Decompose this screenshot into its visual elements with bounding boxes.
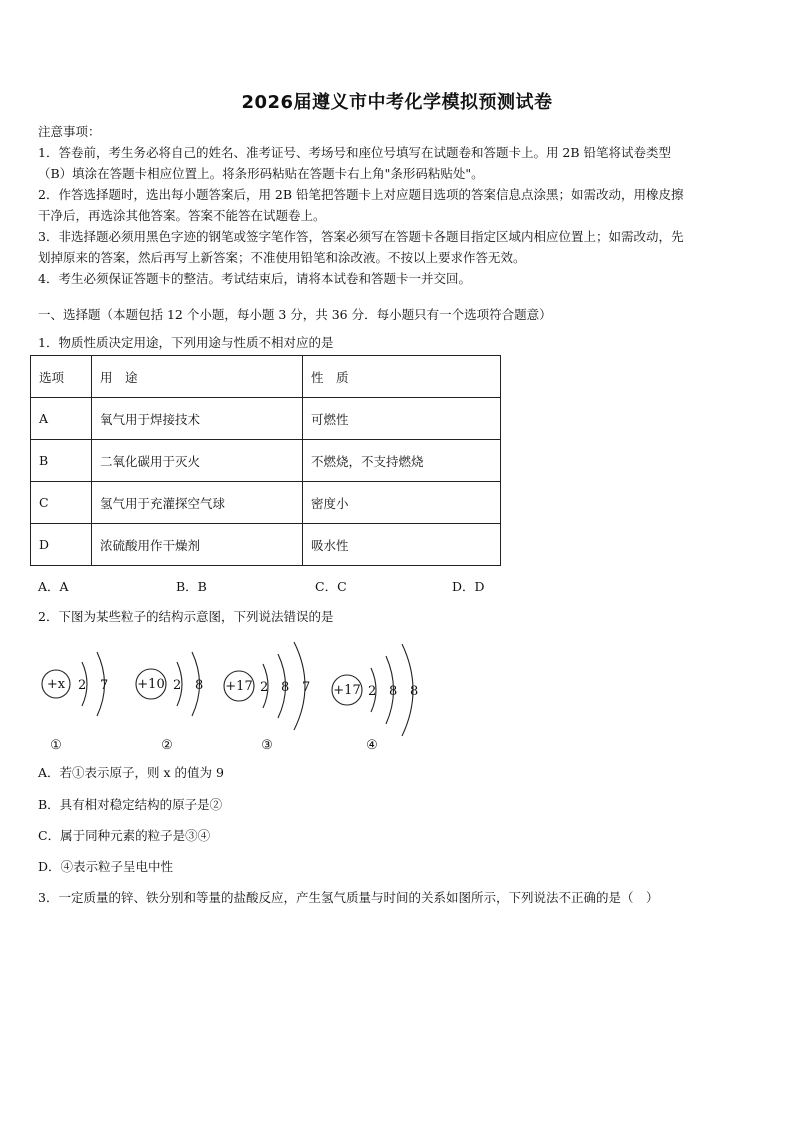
table-cell: C	[31, 482, 92, 524]
particle-label: ①	[50, 738, 62, 753]
table-cell: 吸水性	[303, 524, 501, 566]
table-row	[31, 524, 501, 566]
table-row	[31, 398, 501, 440]
table-header-cell: 性 质	[303, 356, 501, 398]
table-cell: 二氧化碳用于灭火	[92, 440, 303, 482]
shell-electron-count: 8	[410, 684, 419, 699]
shell-electron-count: 2	[78, 678, 87, 693]
q2-option-a: A．若①表示原子，则 x 的值为 9	[38, 765, 224, 780]
table-cell: 氧气用于焊接技术	[92, 398, 303, 440]
table-cell: 浓硫酸用作干燥剂	[92, 524, 303, 566]
particle-label: ③	[261, 738, 273, 753]
choice-d: D．D	[452, 579, 485, 594]
notes-line: 1．答卷前，考生务必将自己的姓名、准考证号、考场号和座位号填写在试题卷和答题卡上。用 2B 铅笔将试卷类型	[38, 145, 672, 160]
table-cell: 氢气用于充灌探空气球	[92, 482, 303, 524]
shell-electron-count: 2	[260, 680, 269, 695]
shell-electron-count: 2	[173, 678, 182, 693]
table-row	[31, 440, 501, 482]
notes-heading: 注意事项：	[38, 124, 101, 139]
q2-option-c: C．属于同种元素的粒子是③④	[38, 828, 211, 843]
notes-line: （B）填涂在答题卡相应位置上。将条形码粘贴在答题卡右上角"条形码粘贴处"。	[38, 166, 484, 181]
particle-label: ②	[161, 738, 173, 753]
shell-electron-count: 8	[389, 684, 398, 699]
table-cell: A	[31, 398, 92, 440]
table-cell: B	[31, 440, 92, 482]
shell-electron-count: 8	[281, 680, 290, 695]
choice-c: C．C	[315, 579, 347, 594]
shell-electron-count: 7	[302, 680, 311, 695]
atom-structure-diagrams	[30, 632, 450, 757]
table-header-cell: 用 途	[92, 356, 303, 398]
q2-option-b: B．具有相对稳定结构的原子是②	[38, 797, 223, 812]
nucleus-charge: +10	[137, 677, 165, 692]
table-cell: 不燃烧，不支持燃烧	[303, 440, 501, 482]
table-header-cell: 选项	[31, 356, 92, 398]
choice-b: B．B	[176, 579, 207, 594]
notes-line: 4．考生必须保证答题卡的整洁。考试结束后，请将本试卷和答题卡一并交回。	[38, 271, 471, 286]
notes-line: 2．作答选择题时，选出每小题答案后，用 2B 铅笔把答题卡上对应题目选项的答案信息点涂黑；如需改动，用橡皮擦	[38, 187, 684, 202]
page-title: 2026届遵义市中考化学模拟预测试卷	[241, 92, 553, 113]
question-1-stem: 1．物质性质决定用途，下列用途与性质不相对应的是	[38, 335, 334, 350]
choice-a: A．A	[38, 579, 69, 594]
nucleus-charge: +x	[46, 677, 66, 692]
nucleus-charge: +17	[225, 679, 253, 694]
q2-option-d: D．④表示粒子呈电中性	[38, 859, 174, 874]
shell-electron-count: 2	[368, 684, 377, 699]
table-cell: 密度小	[303, 482, 501, 524]
exam-notes	[38, 121, 760, 289]
notes-line: 3．非选择题必须用黑色字迹的钢笔或签字笔作答，答案必须写在答题卡各题目指定区域内相应位置上；如需改动，先	[38, 229, 684, 244]
shell-electron-count: 8	[195, 678, 204, 693]
shell-electron-count: 7	[100, 678, 109, 693]
question-3-stem: 3．一定质量的锌、铁分别和等量的盐酸反应，产生氢气质量与时间的关系如图所示，下列说法不正确的是（ ）	[38, 890, 659, 905]
table-cell: 可燃性	[303, 398, 501, 440]
table-cell: D	[31, 524, 92, 566]
table-row	[31, 482, 501, 524]
property-use-table	[30, 355, 501, 566]
question-2-stem: 2．下图为某些粒子的结构示意图，下列说法错误的是	[38, 609, 334, 624]
particle-label: ④	[366, 738, 378, 753]
table-header-row	[31, 356, 501, 398]
notes-line: 干净后，再选涂其他答案。答案不能答在试题卷上。	[38, 208, 326, 223]
section-heading: 一、选择题（本题包括 12 个小题，每小题 3 分，共 36 分．每小题只有一个选项符合题意）	[38, 307, 552, 322]
notes-line: 划掉原来的答案，然后再写上新答案；不准使用铅笔和涂改液。不按以上要求作答无效。	[38, 250, 526, 265]
nucleus-charge: +17	[333, 683, 361, 698]
